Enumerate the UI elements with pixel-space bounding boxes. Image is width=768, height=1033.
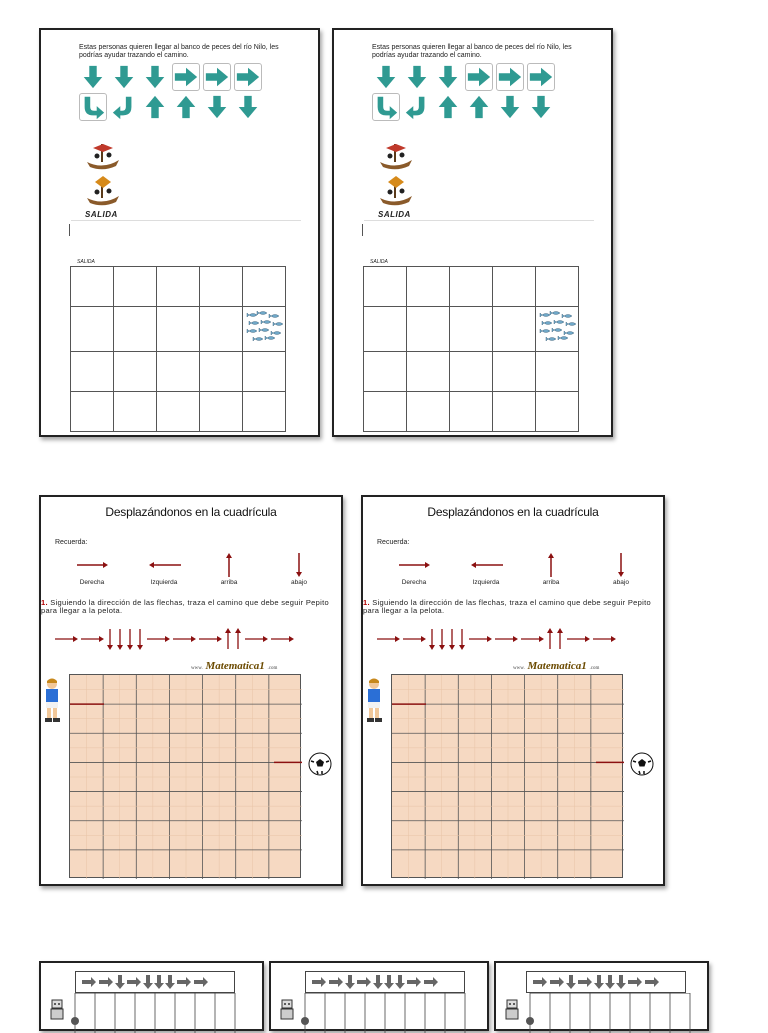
robot-grid [41, 993, 266, 1033]
curve-down-right-icon [79, 93, 107, 121]
down-arrow-icon [439, 629, 445, 650]
brand-logo [513, 660, 599, 672]
pepito-boy-icon [41, 677, 63, 723]
nile-worksheet-card-2 [332, 28, 613, 437]
right-arrow-icon [177, 977, 191, 987]
down-arrow-icon [403, 63, 431, 91]
down-arrow-icon [295, 553, 303, 577]
right-arrow-icon [81, 636, 104, 642]
robot-icon [49, 999, 65, 1021]
curve-left-icon [110, 93, 138, 121]
divider [364, 220, 594, 221]
down-arrow-icon [141, 63, 169, 91]
left-arrow-icon [149, 561, 181, 569]
step-text: Siguiendo la dirección de las flechas, traza el camino que debe seguir Pepito para llegar a la pelota. [41, 598, 329, 615]
right-arrow-icon [465, 63, 493, 91]
grid-cell [493, 267, 536, 307]
right-arrow-icon [399, 561, 431, 569]
grid-cell [243, 352, 286, 392]
grid-cell [536, 352, 579, 392]
down-arrow-icon [143, 975, 153, 989]
orange-grid [69, 674, 301, 878]
legend-arriba: arriba [220, 579, 238, 586]
right-arrow-icon [147, 636, 170, 642]
up-arrow-icon [434, 93, 462, 121]
right-arrow-icon [527, 63, 555, 91]
right-arrow-icon [496, 63, 524, 91]
grid-cell [71, 352, 114, 392]
right-arrow-icon [593, 636, 616, 642]
grid-cell [364, 352, 407, 392]
worksheet-title: Desplazándonos en la cuadrícula [105, 505, 277, 519]
down-arrow-icon [115, 975, 125, 989]
right-arrow-icon [469, 636, 492, 642]
right-arrow-icon [357, 977, 371, 987]
right-arrow-icon [377, 636, 400, 642]
right-arrow-icon [199, 636, 222, 642]
robot-sequence-box [75, 971, 235, 993]
grid-cell [200, 307, 243, 352]
path-grid [363, 266, 579, 432]
right-arrow-icon [407, 977, 421, 987]
step-instruction [41, 599, 336, 615]
down-arrow-icon [117, 629, 123, 650]
egyptian-boat-icon [376, 140, 416, 210]
legend-abajo: abajo [613, 579, 629, 586]
down-arrow-icon [110, 63, 138, 91]
down-arrow-icon [429, 629, 435, 650]
grid-cell [71, 307, 114, 352]
robot-worksheet-card-1 [39, 961, 264, 1031]
down-arrow-icon [434, 63, 462, 91]
brand-logo [191, 660, 277, 672]
grid-cell [71, 392, 114, 432]
grid-cell [200, 352, 243, 392]
arrow-row-1 [372, 63, 555, 91]
pepito-boy-icon [363, 677, 385, 723]
up-arrow-icon [225, 553, 233, 577]
soccer-ball-icon [308, 752, 332, 776]
up-arrow-icon [547, 628, 553, 649]
brand-prefix: www. [513, 666, 525, 671]
robot-worksheet-card-2 [269, 961, 489, 1031]
grid-cell [407, 352, 450, 392]
nile-worksheet-card-1 [39, 28, 320, 437]
down-arrow-icon [527, 93, 555, 121]
down-arrow-icon [616, 975, 626, 989]
curve-down-right-icon [372, 93, 400, 121]
path-grid [70, 266, 286, 432]
down-arrow-icon [449, 629, 455, 650]
grid-cell [364, 307, 407, 352]
legend-derecha: Derecha [401, 579, 427, 586]
robot-icon [279, 999, 295, 1021]
down-arrow-icon [459, 629, 465, 650]
grid-cell [450, 267, 493, 307]
instruction-text: Estas personas quieren llegar al banco de peces del río Nilo, les podrías ayudar trazando el camino. [372, 44, 572, 59]
grid-cell [157, 352, 200, 392]
right-arrow-icon [194, 977, 208, 987]
grid-cell [243, 267, 286, 307]
brand-name: Matematica1 [527, 660, 587, 672]
grid-cell [200, 392, 243, 432]
right-arrow-icon [645, 977, 659, 987]
right-arrow-icon [172, 63, 200, 91]
down-arrow-icon [154, 975, 164, 989]
up-arrow-icon [557, 628, 563, 649]
up-arrow-icon [141, 93, 169, 121]
right-arrow-icon [82, 977, 96, 987]
down-arrow-icon [203, 93, 231, 121]
down-arrow-icon [594, 975, 604, 989]
step-text: Siguiendo la dirección de las flechas, traza el camino que debe seguir Pepito para llegar a la pelota. [363, 598, 651, 615]
down-arrow-icon [127, 629, 133, 650]
up-arrow-icon [235, 628, 241, 649]
right-arrow-icon [312, 977, 326, 987]
down-arrow-icon [384, 975, 394, 989]
right-arrow-icon [628, 977, 642, 987]
up-arrow-icon [547, 553, 555, 577]
grid-cell [450, 307, 493, 352]
arrow-row-2 [79, 93, 262, 121]
up-arrow-icon [172, 93, 200, 121]
brand-suffix: .com [589, 666, 600, 671]
instruction-text: Estas personas quieren llegar al banco de peces del río Nilo, les podrías ayudar trazando el camino. [79, 44, 279, 59]
fish-school-icon [243, 307, 285, 346]
direction-sequence [375, 627, 660, 651]
right-arrow-icon [245, 636, 268, 642]
grid-cell [493, 352, 536, 392]
right-arrow-icon [578, 977, 592, 987]
right-arrow-icon [99, 977, 113, 987]
down-arrow-icon [79, 63, 107, 91]
grid-cell [114, 352, 157, 392]
grid-worksheet-card-2 [361, 495, 665, 886]
step-number: 1. [363, 598, 370, 607]
legend-izquierda: Izquierda [472, 579, 500, 586]
down-arrow-icon [137, 629, 143, 650]
grid-start-label: SALIDA [370, 259, 388, 265]
right-arrow-icon [55, 636, 78, 642]
direction-legend [383, 549, 643, 589]
grid-cell [157, 307, 200, 352]
down-arrow-icon [395, 975, 405, 989]
salida-label: SALIDA [85, 210, 118, 219]
legend-derecha: Derecha [79, 579, 105, 586]
direction-sequence [53, 627, 338, 651]
grid-cell [407, 392, 450, 432]
right-arrow-icon [424, 977, 438, 987]
right-arrow-icon [521, 636, 544, 642]
grid-cell [114, 392, 157, 432]
text-cursor [69, 224, 70, 236]
curve-left-icon [403, 93, 431, 121]
orange-grid [391, 674, 623, 878]
right-arrow-icon [203, 63, 231, 91]
right-arrow-icon [329, 977, 343, 987]
grid-cell [157, 392, 200, 432]
down-arrow-icon [605, 975, 615, 989]
text-cursor [362, 224, 363, 236]
down-arrow-icon [617, 553, 625, 577]
grid-cell [157, 267, 200, 307]
fish-school-cell [536, 307, 579, 352]
down-arrow-icon [165, 975, 175, 989]
grid-cell [493, 392, 536, 432]
grid-cell [114, 267, 157, 307]
arrow-row-2 [372, 93, 555, 121]
step-number: 1. [41, 598, 48, 607]
grid-cell [407, 307, 450, 352]
robot-sequence-box [305, 971, 465, 993]
soccer-ball-icon [630, 752, 654, 776]
right-arrow-icon [550, 977, 564, 987]
grid-cell [114, 307, 157, 352]
right-arrow-icon [127, 977, 141, 987]
up-arrow-icon [225, 628, 231, 649]
robot-grid [271, 993, 491, 1033]
brand-suffix: .com [267, 666, 278, 671]
left-arrow-icon [471, 561, 503, 569]
grid-cell [364, 392, 407, 432]
grid-cell [536, 267, 579, 307]
right-arrow-icon [567, 636, 590, 642]
right-arrow-icon [173, 636, 196, 642]
egyptian-boat-icon [83, 140, 123, 210]
legend-arriba: arriba [542, 579, 560, 586]
fish-school-icon [536, 307, 578, 346]
recuerda-label: Recuerda: [55, 539, 88, 546]
grid-worksheet-card-1 [39, 495, 343, 886]
right-arrow-icon [495, 636, 518, 642]
grid-cell [450, 352, 493, 392]
right-arrow-icon [533, 977, 547, 987]
robot-worksheet-card-3 [494, 961, 709, 1031]
down-arrow-icon [107, 629, 113, 650]
up-arrow-icon [465, 93, 493, 121]
grid-cell [536, 392, 579, 432]
brand-name: Matematica1 [205, 660, 265, 672]
salida-label: SALIDA [378, 210, 411, 219]
right-arrow-icon [77, 561, 109, 569]
grid-cell [243, 392, 286, 432]
direction-legend [61, 549, 321, 589]
grid-cell [200, 267, 243, 307]
down-arrow-icon [373, 975, 383, 989]
step-instruction [363, 599, 658, 615]
down-arrow-icon [345, 975, 355, 989]
grid-cell [493, 307, 536, 352]
right-arrow-icon [271, 636, 294, 642]
down-arrow-icon [496, 93, 524, 121]
right-arrow-icon [403, 636, 426, 642]
legend-abajo: abajo [291, 579, 307, 586]
brand-prefix: www. [191, 666, 203, 671]
grid-cell [450, 392, 493, 432]
grid-start-label: SALIDA [77, 259, 95, 265]
robot-icon [504, 999, 520, 1021]
recuerda-label: Recuerda: [377, 539, 410, 546]
down-arrow-icon [372, 63, 400, 91]
down-arrow-icon [234, 93, 262, 121]
worksheet-title: Desplazándonos en la cuadrícula [427, 505, 599, 519]
robot-grid [496, 993, 711, 1033]
right-arrow-icon [234, 63, 262, 91]
down-arrow-icon [566, 975, 576, 989]
grid-cell [364, 267, 407, 307]
grid-cell [71, 267, 114, 307]
fish-school-cell [243, 307, 286, 352]
arrow-row-1 [79, 63, 262, 91]
legend-izquierda: Izquierda [150, 579, 178, 586]
robot-sequence-box [526, 971, 686, 993]
divider [71, 220, 301, 221]
grid-cell [407, 267, 450, 307]
